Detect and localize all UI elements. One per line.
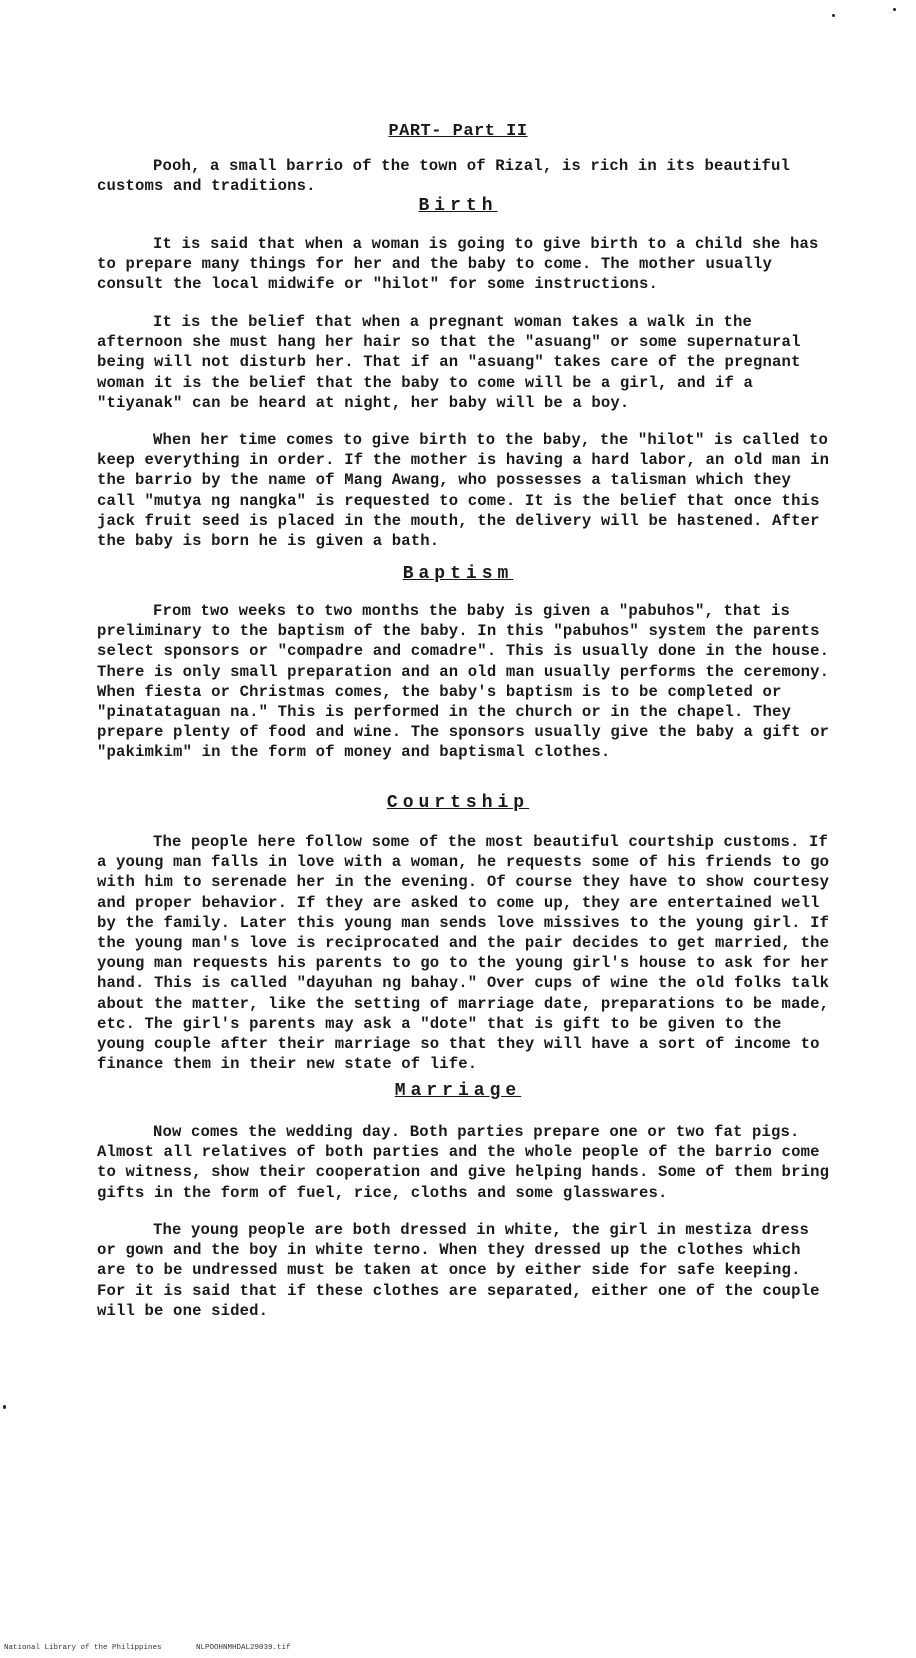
- section-heading-birth: Birth: [418, 196, 498, 216]
- scan-speck: [3, 1405, 6, 1409]
- footer-file: NLPOOHNMHDAL29039.tif: [196, 1644, 291, 1652]
- document-title: PART- Part II: [388, 122, 528, 141]
- footer: [4, 1644, 321, 1652]
- birth-paragraph-1: It is said that when a woman is going to give birth to a child she has to prepare many things for her and the baby to come. The mother usually consult the local midwife or "hilot" for some instructions.: [97, 235, 819, 294]
- section-heading-marriage: Marriage: [394, 1081, 522, 1101]
- section-heading-courtship: Courtship: [386, 793, 530, 813]
- marriage-paragraph-2: The young people are both dressed in white, the girl in mestiza dress or gown and the boy in white terno. When they dressed up the clothes which are to be undressed must be taken at once by either side for safe keeping. For it is said that if these clothes are separated, either one of the couple will be one sided.: [97, 1221, 820, 1320]
- intro-paragraph: Pooh, a small barrio of the town of Rizal, is rich in its beautiful customs and traditions.: [97, 157, 791, 196]
- scan-speck: [832, 14, 835, 17]
- marriage-paragraph-1: Now comes the wedding day. Both parties prepare one or two fat pigs. Almost all relatives of both parties and the whole people of the barrio come to witness, show their cooperation and give helping hands. Some of them bring gifts in the form of fuel, rice, cloths and some glasswares.: [97, 1123, 830, 1202]
- birth-paragraph-3: When her time comes to give birth to the baby, the "hilot" is called to keep everything in order. If the mother is having a hard labor, an old man in the barrio by the name of Mang Awang, who possesses a talisman which they call "mutya ng nangka" is requested to come. It is the belief that once this jack fruit seed is placed in the mouth, the delivery will be hastened. After the baby is born he is given a bath.: [97, 431, 830, 551]
- scan-speck: [893, 8, 896, 11]
- birth-paragraph-2: It is the belief that when a pregnant woman takes a walk in the afternoon she must hang her hair so that the "asuang" or some supernatural being will not disturb her. That if an "asuang" takes care of the pregnant woman it is the belief that the baby to come will be a girl, and if a "tiyanak" can be heard at night, her baby will be a boy.: [97, 313, 801, 412]
- baptism-paragraph-1: From two weeks to two months the baby is given a "pabuhos", that is preliminary to the baptism of the baby. In this "pabuhos" system the parents select sponsors or "compadre and comadre". This is usually done in the house. There is only small preparation and an old man usually performs the ceremony. When fiesta or Christmas comes, the baby's baptism is to be completed or "pinatataguan na." This is performed in the church or in the chapel. They prepare plenty of food and wine. The sponsors usually give the baby a gift or "pakimkim" in the form of money and baptismal clothes.: [97, 602, 830, 762]
- section-heading-baptism: Baptism: [402, 564, 514, 584]
- courtship-paragraph-1: The people here follow some of the most beautiful courtship customs. If a young man falls in love with a woman, he requests some of his friends to go with him to serenade her in the evening. Of course they have to show courtesy and proper behavior. If they are asked to come up, they are entertained well by the family. Later this young man sends love missives to the young girl. If the young man's love is reciprocated and the pair decides to get married, the young man requests his parents to go to the young girl's house to ask for her hand. This is called "dayuhan ng bahay." Over cups of wine the old folks talk about the matter, like the setting of marriage date, preparations to be made, etc. The girl's parents may ask a "dote" that is gift to be given to the young couple after their marriage so that they will have a sort of income to finance them in their new state of life.: [97, 833, 830, 1074]
- footer-library: National Library of the Philippines: [4, 1644, 162, 1652]
